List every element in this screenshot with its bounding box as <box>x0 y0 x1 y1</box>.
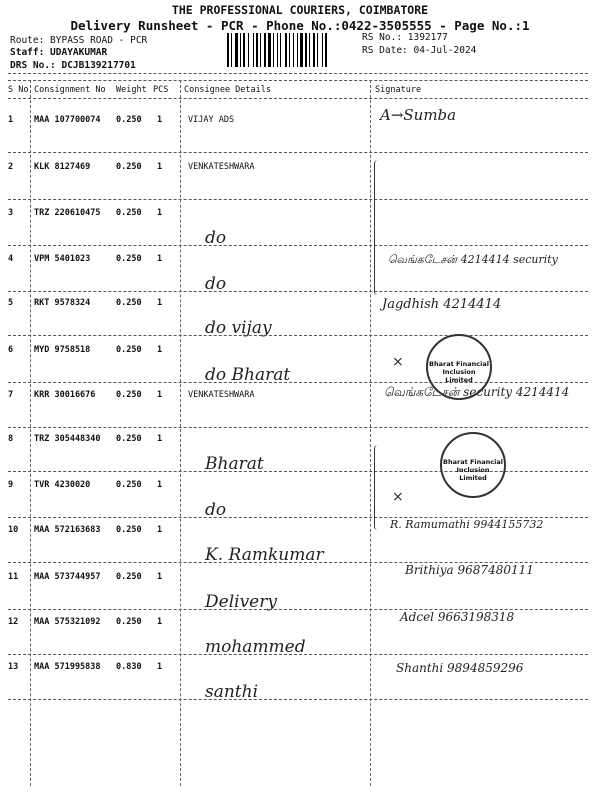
row-pcs: 1 <box>157 480 163 490</box>
row-pcs: 1 <box>157 298 163 308</box>
column-header-divider <box>8 98 588 99</box>
column-divider <box>30 80 31 786</box>
row-divider <box>8 335 588 336</box>
barcode-bar <box>248 33 249 67</box>
row-consignment-no: MAA 575321092 <box>34 617 101 627</box>
company-stamp: Bharat Financial Inclusion Limited <box>426 334 492 400</box>
row-weight: 0.250 <box>116 480 142 490</box>
row-signature: Brithiya 9687480111 <box>405 563 534 577</box>
barcode-bar <box>289 33 290 67</box>
row-pcs: 1 <box>157 345 163 355</box>
col-header-pcs: PCS <box>153 85 169 95</box>
row-divider <box>8 291 588 292</box>
row-sno: 4 <box>8 254 14 264</box>
row-divider <box>8 199 588 200</box>
row-handwritten-consignee: do <box>205 274 227 294</box>
row-weight: 0.250 <box>116 345 142 355</box>
barcode <box>226 33 354 67</box>
row-consignment-no: MAA 573744957 <box>34 572 101 582</box>
row-sno: 7 <box>8 390 14 400</box>
barcode-bar <box>268 33 271 67</box>
row-weight: 0.250 <box>116 390 142 400</box>
row-consignment-no: MAA 107700074 <box>34 115 101 125</box>
row-handwritten-consignee: do <box>205 500 227 520</box>
row-sno: 8 <box>8 434 14 444</box>
row-divider <box>8 152 588 153</box>
barcode-bar <box>260 33 261 67</box>
row-consignment-no: RKT 9578324 <box>34 298 91 308</box>
row-signature: × <box>392 354 404 370</box>
staff-label: Staff: UDAYAKUMAR <box>10 47 108 58</box>
barcode-bar <box>313 33 315 67</box>
header-divider <box>8 73 588 74</box>
row-handwritten-consignee: do Bharat <box>205 365 291 385</box>
barcode-bar <box>285 33 287 67</box>
row-handwritten-consignee: santhi <box>205 682 259 702</box>
rs-number: RS No.: 1392177 <box>362 32 448 43</box>
row-pcs: 1 <box>157 662 163 672</box>
barcode-bar <box>253 33 254 67</box>
row-consignment-no: VPM 5401023 <box>34 254 91 264</box>
row-pcs: 1 <box>157 254 163 264</box>
row-consignee: VENKATESHWARA <box>188 390 255 400</box>
row-divider <box>8 427 588 428</box>
brace-mark <box>374 160 381 295</box>
barcode-bar <box>235 33 238 67</box>
row-handwritten-consignee: K. Ramkumar <box>205 545 324 565</box>
barcode-bar <box>280 33 281 67</box>
barcode-bar <box>231 33 232 67</box>
row-consignment-no: TVR 4230020 <box>34 480 91 490</box>
row-consignment-no: MYD 9758518 <box>34 345 91 355</box>
row-divider <box>8 245 588 246</box>
row-consignee: VIJAY ADS <box>188 115 235 125</box>
row-consignment-no: MAA 572163683 <box>34 525 101 535</box>
row-sno: 12 <box>8 617 19 627</box>
row-divider <box>8 699 588 700</box>
col-header-sno: S No <box>8 85 29 95</box>
row-handwritten-consignee: Delivery <box>205 592 277 612</box>
row-pcs: 1 <box>157 617 163 627</box>
company-title: THE PROFESSIONAL COURIERS, COIMBATORE <box>171 3 429 17</box>
row-weight: 0.250 <box>116 208 142 218</box>
row-consignment-no: TRZ 305448340 <box>34 434 101 444</box>
row-pcs: 1 <box>157 115 163 125</box>
row-sno: 11 <box>8 572 19 582</box>
row-weight: 0.250 <box>116 525 142 535</box>
row-handwritten-consignee: do vijay <box>205 318 272 338</box>
barcode-bar <box>256 33 258 67</box>
row-pcs: 1 <box>157 525 163 535</box>
row-weight: 0.250 <box>116 434 142 444</box>
row-sno: 10 <box>8 525 19 535</box>
row-consignee: VENKATESHWARA <box>188 162 255 172</box>
row-divider <box>8 382 588 383</box>
col-header-consignment: Consignment No <box>34 85 106 95</box>
row-handwritten-consignee: do <box>205 228 227 248</box>
row-sno: 13 <box>8 662 19 672</box>
row-handwritten-consignee: mohammed <box>205 637 306 657</box>
runsheet-subtitle: Delivery Runsheet - PCR - Phone No.:0422-3505555 - Page No.:1 <box>70 18 530 33</box>
row-consignment-no: KLK 8127469 <box>34 162 91 172</box>
row-pcs: 1 <box>157 434 163 444</box>
company-stamp: Bharat Financial Inclusion Limited <box>440 432 506 498</box>
barcode-bar <box>273 33 274 67</box>
row-pcs: 1 <box>157 572 163 582</box>
row-consignment-no: TRZ 220610475 <box>34 208 101 218</box>
row-sno: 9 <box>8 480 14 490</box>
barcode-bar <box>264 33 266 67</box>
barcode-bar <box>317 33 318 67</box>
drs-number: DRS No.: DCJB139217701 <box>10 60 136 71</box>
row-pcs: 1 <box>157 162 163 172</box>
barcode-bar <box>297 33 298 67</box>
barcode-bar <box>300 33 303 67</box>
barcode-bar <box>243 33 245 67</box>
row-weight: 0.250 <box>116 254 142 264</box>
row-sno: 5 <box>8 298 14 308</box>
row-signature: Shanthi 9894859296 <box>396 661 524 675</box>
col-header-signature: Signature <box>375 85 422 95</box>
barcode-bar <box>325 33 327 67</box>
table-top-border <box>8 80 588 81</box>
barcode-bar <box>277 33 278 67</box>
row-signature: A→Sumba <box>380 106 457 124</box>
barcode-bar <box>305 33 307 67</box>
column-divider <box>370 80 371 786</box>
barcode-bar <box>227 33 229 67</box>
row-signature: வெங்கடேசன் security 4214414 <box>384 385 570 399</box>
route-label: Route: BYPASS ROAD - PCR <box>10 35 148 46</box>
row-consignment-no: MAA 571995838 <box>34 662 101 672</box>
row-consignment-no: KRR 30016676 <box>34 390 96 400</box>
row-divider <box>8 654 588 655</box>
row-handwritten-consignee: Bharat <box>205 454 264 474</box>
barcode-bar <box>293 33 294 67</box>
barcode-bar <box>309 33 310 67</box>
row-sno: 1 <box>8 115 14 125</box>
rs-date: RS Date: 04-Jul-2024 <box>362 45 477 56</box>
row-pcs: 1 <box>157 390 163 400</box>
row-weight: 0.250 <box>116 162 142 172</box>
row-signature: × <box>392 489 404 505</box>
row-weight: 0.250 <box>116 298 142 308</box>
row-weight: 0.250 <box>116 572 142 582</box>
brace-mark <box>374 445 381 530</box>
row-weight: 0.250 <box>116 617 142 627</box>
row-sno: 2 <box>8 162 14 172</box>
row-signature: Adcel 9663198318 <box>400 610 515 624</box>
column-divider <box>180 80 181 786</box>
row-sno: 6 <box>8 345 14 355</box>
barcode-bar <box>322 33 323 67</box>
col-header-weight: Weight <box>116 85 147 95</box>
row-signature: Jagdhish 4214414 <box>382 297 502 312</box>
row-weight: 0.250 <box>116 115 142 125</box>
row-signature: வெங்கடேசன் 4214414 security <box>388 253 558 266</box>
row-pcs: 1 <box>157 208 163 218</box>
row-signature: R. Ramumathi 9944155732 <box>390 518 544 531</box>
row-weight: 0.830 <box>116 662 142 672</box>
barcode-bar <box>240 33 241 67</box>
col-header-consignee: Consignee Details <box>184 85 271 95</box>
row-sno: 3 <box>8 208 14 218</box>
